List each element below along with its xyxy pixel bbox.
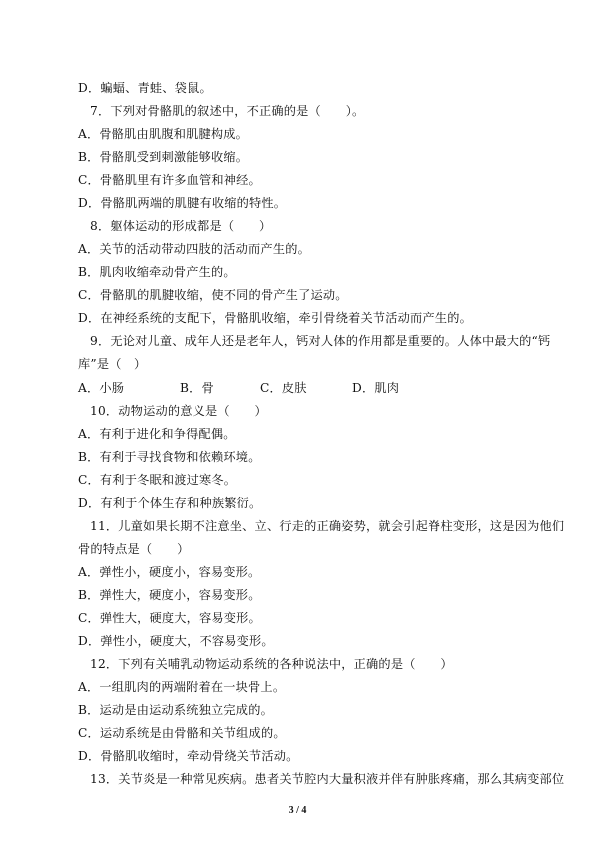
q10-option-d: D．有利于个体生存和种族繁衍。 (78, 496, 262, 510)
q7-option-a: A．骨骼肌由肌腹和肌腱构成。 (78, 127, 249, 141)
q8-stem: 8．躯体运动的形成都是（ ） (90, 219, 272, 233)
q9-option-a: A．小肠 (78, 381, 125, 395)
q11-stem: 11．儿童如果长期不注意坐、立、行走的正确姿势，就会引起脊柱变形，这是因为他们 (90, 519, 565, 533)
q8-option-b: B．肌肉收缩牵动骨产生的。 (78, 265, 236, 279)
q11-stem-cont: 骨的特点是（ ） (78, 542, 190, 556)
q12-option-b: B．运动是由运动系统独立完成的。 (78, 703, 273, 717)
q7-option-b: B．骨骼肌受到刺激能够收缩。 (78, 150, 249, 164)
q9-options (78, 380, 399, 396)
q9-stem: 9．无论对儿童、成年人还是老年人，钙对人体的作用都是重要的。人体中最大的“钙 (90, 334, 551, 348)
q7-option-d: D．骨骼肌两端的肌腱有收缩的特性。 (78, 196, 287, 210)
q7-stem: 7．下列对骨骼肌的叙述中，不正确的是（ ）。 (90, 104, 365, 118)
q10-stem: 10．动物运动的意义是（ ） (90, 404, 267, 418)
q8-option-c: C．骨骼肌的肌腱收缩，使不同的骨产生了运动。 (78, 288, 348, 302)
q7-option-c: C．骨骼肌里有许多血管和神经。 (78, 173, 261, 187)
q11-option-b: B．弹性大，硬度小，容易变形。 (78, 588, 261, 602)
q8-option-d: D．在神经系统的支配下，骨骼肌收缩，牵引骨绕着关节活动而产生的。 (78, 311, 472, 325)
q9-option-b: B．骨 (180, 381, 214, 395)
q10-option-a: A．有利于进化和争得配偶。 (78, 427, 236, 441)
q12-option-c: C．运动系统是由骨骼和关节组成的。 (78, 726, 286, 740)
q11-option-a: A．弹性小，硬度小，容易变形。 (78, 565, 261, 579)
q12-option-a: A．一组肌肉的两端附着在一块骨上。 (78, 680, 286, 694)
q9-option-d: D．肌肉 (352, 381, 400, 395)
q9-stem-cont: 库”是（ ） (78, 357, 147, 371)
q12-stem: 12．下列有关哺乳动物运动系统的各种说法中，正确的是（ ） (90, 657, 453, 671)
q8-option-a: A．关节的活动带动四肢的活动而产生的。 (78, 242, 310, 256)
page-number: 3 / 4 (288, 805, 307, 816)
q12-option-d: D．骨骼肌收缩时，牵动骨绕关节活动。 (78, 749, 299, 763)
q10-option-b: B．有利于寻找食物和依赖环境。 (78, 450, 261, 464)
q6-option-d: D．蝙蝠、青蛙、袋鼠。 (78, 81, 212, 95)
q10-option-c: C．有利于冬眠和渡过寒冬。 (78, 473, 237, 487)
q9-option-c: C．皮肤 (260, 381, 307, 395)
q11-option-d: D．弹性小，硬度大，不容易变形。 (78, 634, 274, 648)
q13-stem: 13．关节炎是一种常见疾病。患者关节腔内大量积液并伴有肿胀疼痛，那么其病变部位 (90, 772, 565, 786)
q11-option-c: C．弹性大，硬度大，容易变形。 (78, 611, 261, 625)
